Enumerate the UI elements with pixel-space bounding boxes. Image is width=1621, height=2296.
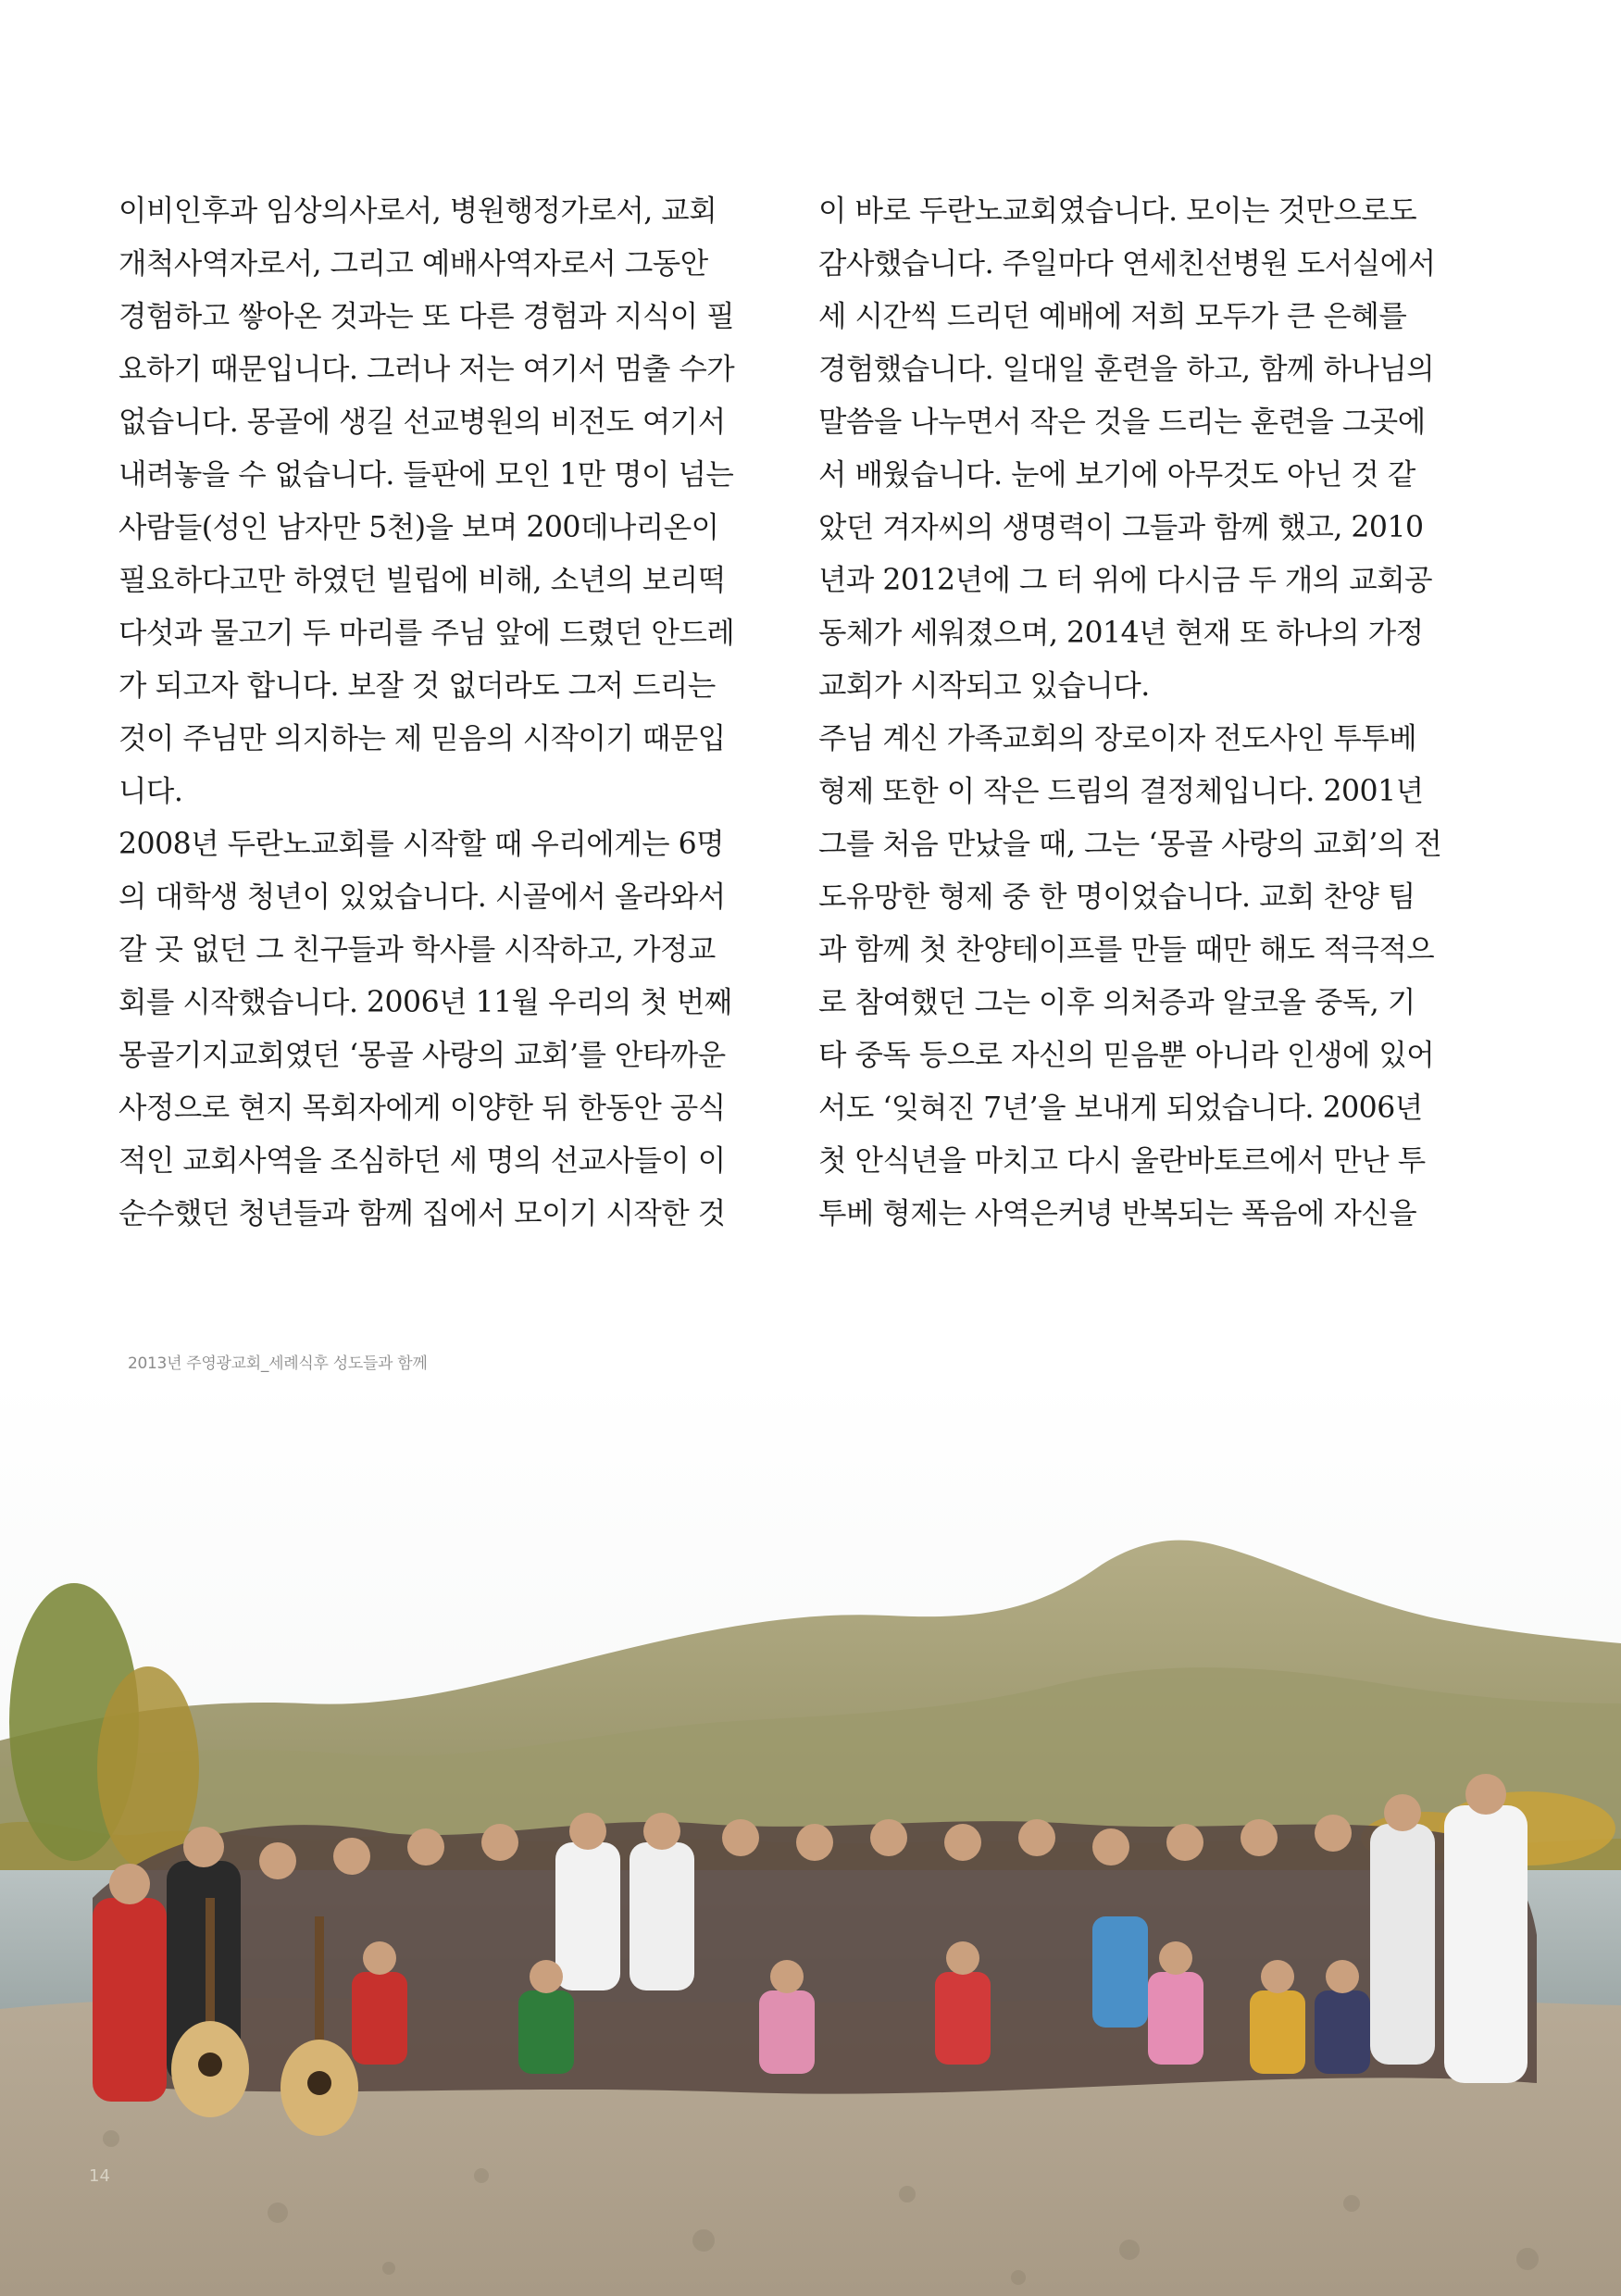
person-white-robe [630, 1842, 694, 1990]
child-navy-shirt [1315, 1990, 1370, 2074]
group-photo [0, 1379, 1621, 2296]
article-left-column [118, 185, 748, 1241]
text-line: 동체가 세워졌으며, 2014년 현재 또 하나의 가정 [818, 617, 1424, 650]
child-pink-shirt [1148, 1972, 1203, 2065]
text-line: 투베 형제는 사역은커녕 반복되는 폭음에 자신을 [818, 1197, 1417, 1230]
text-line: 세 시간씩 드리던 예배에 저희 모두가 큰 은혜를 [818, 300, 1407, 333]
text-line: 개척사역자로서, 그리고 예배사역자로서 그동안 [118, 247, 708, 281]
person-red-shirt [935, 1972, 991, 2065]
text-line: 서 배웠습니다. 눈에 보기에 아무것도 아닌 것 같 [818, 458, 1415, 492]
text-line: 년과 2012년에 그 터 위에 다시금 두 개의 교회공 [818, 564, 1433, 597]
text-line: 이 바로 두란노교회였습니다. 모이는 것만으로도 [818, 194, 1417, 228]
text-line: 이비인후과 임상의사로서, 병원행정가로서, 교회 [118, 194, 717, 228]
page-number: 14 [89, 2166, 110, 2186]
article-right-column [818, 185, 1448, 1241]
text-line: 니다. [118, 775, 183, 808]
text-line: 의 대학생 청년이 있었습니다. 시골에서 올라와서 [118, 880, 726, 914]
text-line: 첫 안식년을 마치고 다시 울란바토르에서 만난 투 [818, 1144, 1426, 1178]
text-line: 로 참여했던 그는 이후 의처증과 알코올 중독, 기 [818, 986, 1415, 1019]
text-line: 다섯과 물고기 두 마리를 주님 앞에 드렸던 안드레 [118, 617, 735, 650]
text-line: 경험했습니다. 일대일 훈련을 하고, 함께 하나님의 [818, 353, 1435, 386]
person-blue-jacket [1092, 1916, 1148, 2028]
text-line: 몽골기지교회였던 ‘몽골 사랑의 교회’를 안타까운 [118, 1039, 726, 1072]
text-line: 과 함께 첫 찬양테이프를 만들 때만 해도 적극적으 [818, 933, 1435, 967]
person-white-robe [555, 1842, 620, 1990]
text-line: 순수했던 청년들과 함께 집에서 모이기 시작한 것 [118, 1197, 726, 1230]
person-white-shirt [1370, 1824, 1435, 2065]
person-red-jacket [93, 1898, 167, 2102]
text-line: 회를 시작했습니다. 2006년 11월 우리의 첫 번째 [118, 986, 732, 1019]
child-red-shirt [352, 1972, 407, 2065]
text-line: 가 되고자 합니다. 보잘 것 없더라도 그저 드리는 [118, 669, 716, 703]
text-line: 없습니다. 몽골에 생길 선교병원의 비전도 여기서 [118, 406, 726, 439]
tree [97, 1666, 199, 1870]
photo-caption: 2013년 주영광교회_세례식후 성도들과 함께 [128, 1354, 428, 1373]
text-line: 교회가 시작되고 있습니다. [818, 669, 1150, 703]
text-line: 형제 또한 이 작은 드림의 결정체입니다. 2001년 [818, 775, 1424, 808]
child-pink-shirt [759, 1990, 815, 2074]
text-line: 사람들(성인 남자만 5천)을 보며 200데나리온이 [118, 511, 719, 544]
text-line: 타 중독 등으로 자신의 믿음뿐 아니라 인생에 있어 [818, 1039, 1435, 1072]
group-photo-illustration [0, 1379, 1621, 2296]
child-yellow-shirt [1250, 1990, 1305, 2074]
child-green-shirt [518, 1990, 574, 2074]
text-line: 적인 교회사역을 조심하던 세 명의 선교사들이 이 [118, 1144, 726, 1178]
pastor-white-robe [1444, 1805, 1527, 2083]
text-line: 도유망한 형제 중 한 명이었습니다. 교회 찬양 팀 [818, 880, 1415, 914]
text-line: 았던 겨자씨의 생명력이 그들과 함께 했고, 2010 [818, 511, 1424, 544]
text-line: 말씀을 나누면서 작은 것을 드리는 훈련을 그곳에 [818, 406, 1426, 439]
text-line: 것이 주님만 의지하는 제 믿음의 시작이기 때문입 [118, 722, 726, 755]
text-line: 사정으로 현지 목회자에게 이양한 뒤 한동안 공식 [118, 1092, 726, 1125]
text-line: 요하기 때문입니다. 그러나 저는 여기서 멈출 수가 [118, 353, 735, 386]
text-line: 서도 ‘잊혀진 7년’을 보내게 되었습니다. 2006년 [818, 1092, 1423, 1125]
text-line: 주님 계신 가족교회의 장로이자 전도사인 투투베 [818, 722, 1417, 755]
text-line: 2008년 두란노교회를 시작할 때 우리에게는 6명 [118, 828, 725, 861]
text-line: 그를 처음 만났을 때, 그는 ‘몽골 사랑의 교회’의 전 [818, 828, 1442, 861]
text-line: 갈 곳 없던 그 친구들과 학사를 시작하고, 가정교 [118, 933, 716, 967]
text-line: 경험하고 쌓아온 것과는 또 다른 경험과 지식이 필 [118, 300, 735, 333]
text-line: 필요하다고만 하였던 빌립에 비해, 소년의 보리떡 [118, 564, 726, 597]
text-line: 내려놓을 수 없습니다. 들판에 모인 1만 명이 넘는 [118, 458, 734, 492]
text-line: 감사했습니다. 주일마다 연세친선병원 도서실에서 [818, 247, 1436, 281]
